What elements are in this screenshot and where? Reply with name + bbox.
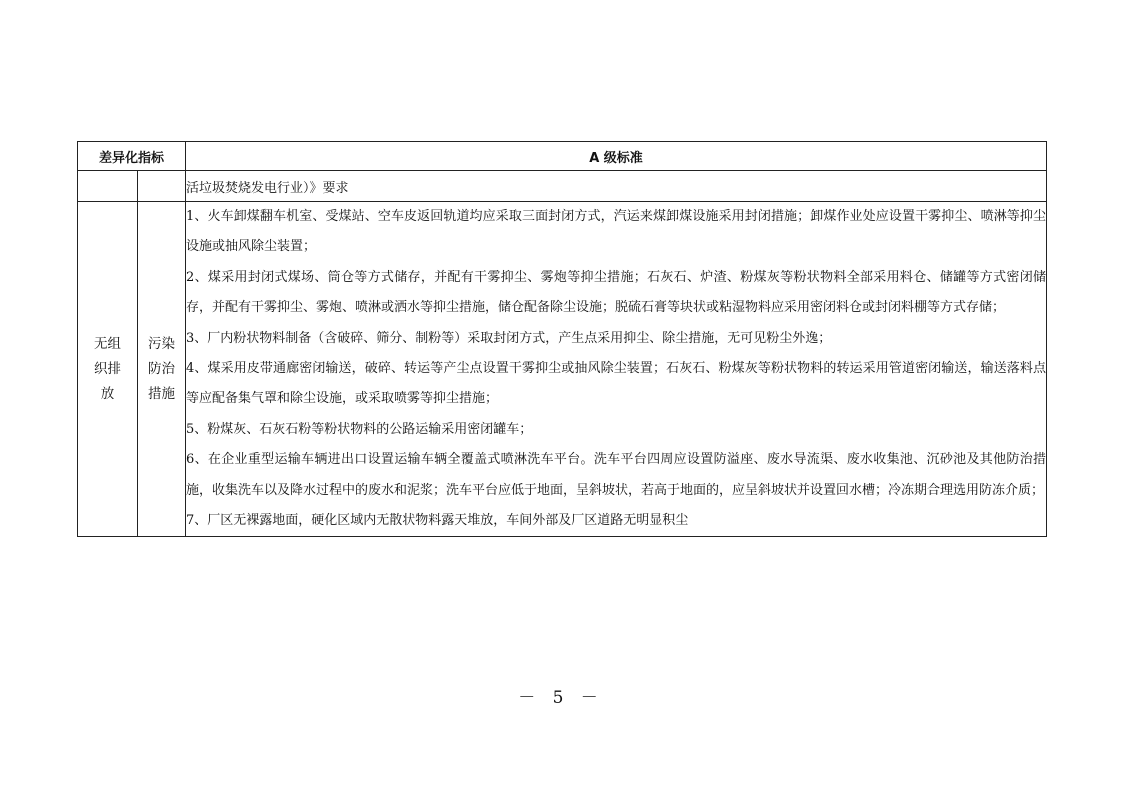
measure-item-7: 7、厂区无裸露地面，硬化区域内无散状物料露天堆放，车间外部及厂区道路无明显积尘	[186, 513, 689, 529]
measure-item-6: 6、在企业重型运输车辆进出口设置运输车辆全覆盖式喷淋洗车平台。洗车平台四周应设置防溢座、废水导流渠、废水收集池、沉砂池及其他防治措施，收集洗车以及降水过程中的废水和泥浆；洗车平台应低于地面，呈斜坡状，若高于地面的，应呈斜坡状并设置回水槽；冷冻期合理选用防冻介质；	[186, 452, 1047, 498]
empty-cell-category	[78, 171, 138, 202]
emission-row	[78, 202, 1047, 537]
page-number: － 5 －	[518, 688, 604, 708]
measure-item-3: 3、厂内粉状物料制备（含破碎、筛分、制粉等）采取封闭方式，产生点采用抑尘、除尘措施，无可见粉尘外逸；	[186, 330, 832, 346]
measure-item-4: 4、煤采用皮带通廊密闭输送，破碎、转运等产尘点设置干雾抑尘或抽风除尘装置；石灰石、粉煤灰等粉状物料的转运采用管道密闭输送，输送落料点等应配备集气罩和除尘设施，或采取喷雾等抑尘措施；	[186, 361, 1047, 407]
measure-item-1: 1、火车卸煤翻车机室、受煤站、空车皮返回轨道均应采取三面封闭方式，汽运来煤卸煤设施采用封闭措施；卸煤作业处应设置干雾抑尘、喷淋等抑尘设施或抽风除尘装置；	[186, 209, 1047, 255]
table-header-row	[78, 142, 1047, 171]
empty-cell-subcategory	[138, 171, 186, 202]
subcategory-label: 污染防治措施	[148, 335, 175, 402]
standards-table	[77, 141, 1047, 537]
subcategory-cell	[138, 202, 186, 537]
header-indicator: 差异化指标	[78, 142, 186, 171]
category-label: 无组织排放	[94, 335, 121, 402]
continuation-row	[78, 171, 1047, 202]
measures-cell	[186, 202, 1047, 537]
measure-item-2: 2、煤采用封闭式煤场、筒仓等方式储存，并配有干雾抑尘、雾炮等抑尘措施；石灰石、炉渣、粉煤灰等粉状物料全部采用料仓、储罐等方式密闭储存，并配有干雾抑尘、雾炮、喷淋或洒水等抑尘措施，储仓配备除尘设施；脱硫石膏等块状或粘湿物料应采用密闭料仓或封闭料棚等方式存储；	[186, 269, 1047, 316]
category-cell	[78, 202, 138, 537]
measure-item-5: 5、粉煤灰、石灰石粉等粉状物料的公路运输采用密闭罐车；	[186, 421, 533, 437]
header-standard: A 级标准	[186, 142, 1047, 171]
continuation-text: 活垃圾焚烧发电行业）》要求	[186, 171, 1047, 202]
